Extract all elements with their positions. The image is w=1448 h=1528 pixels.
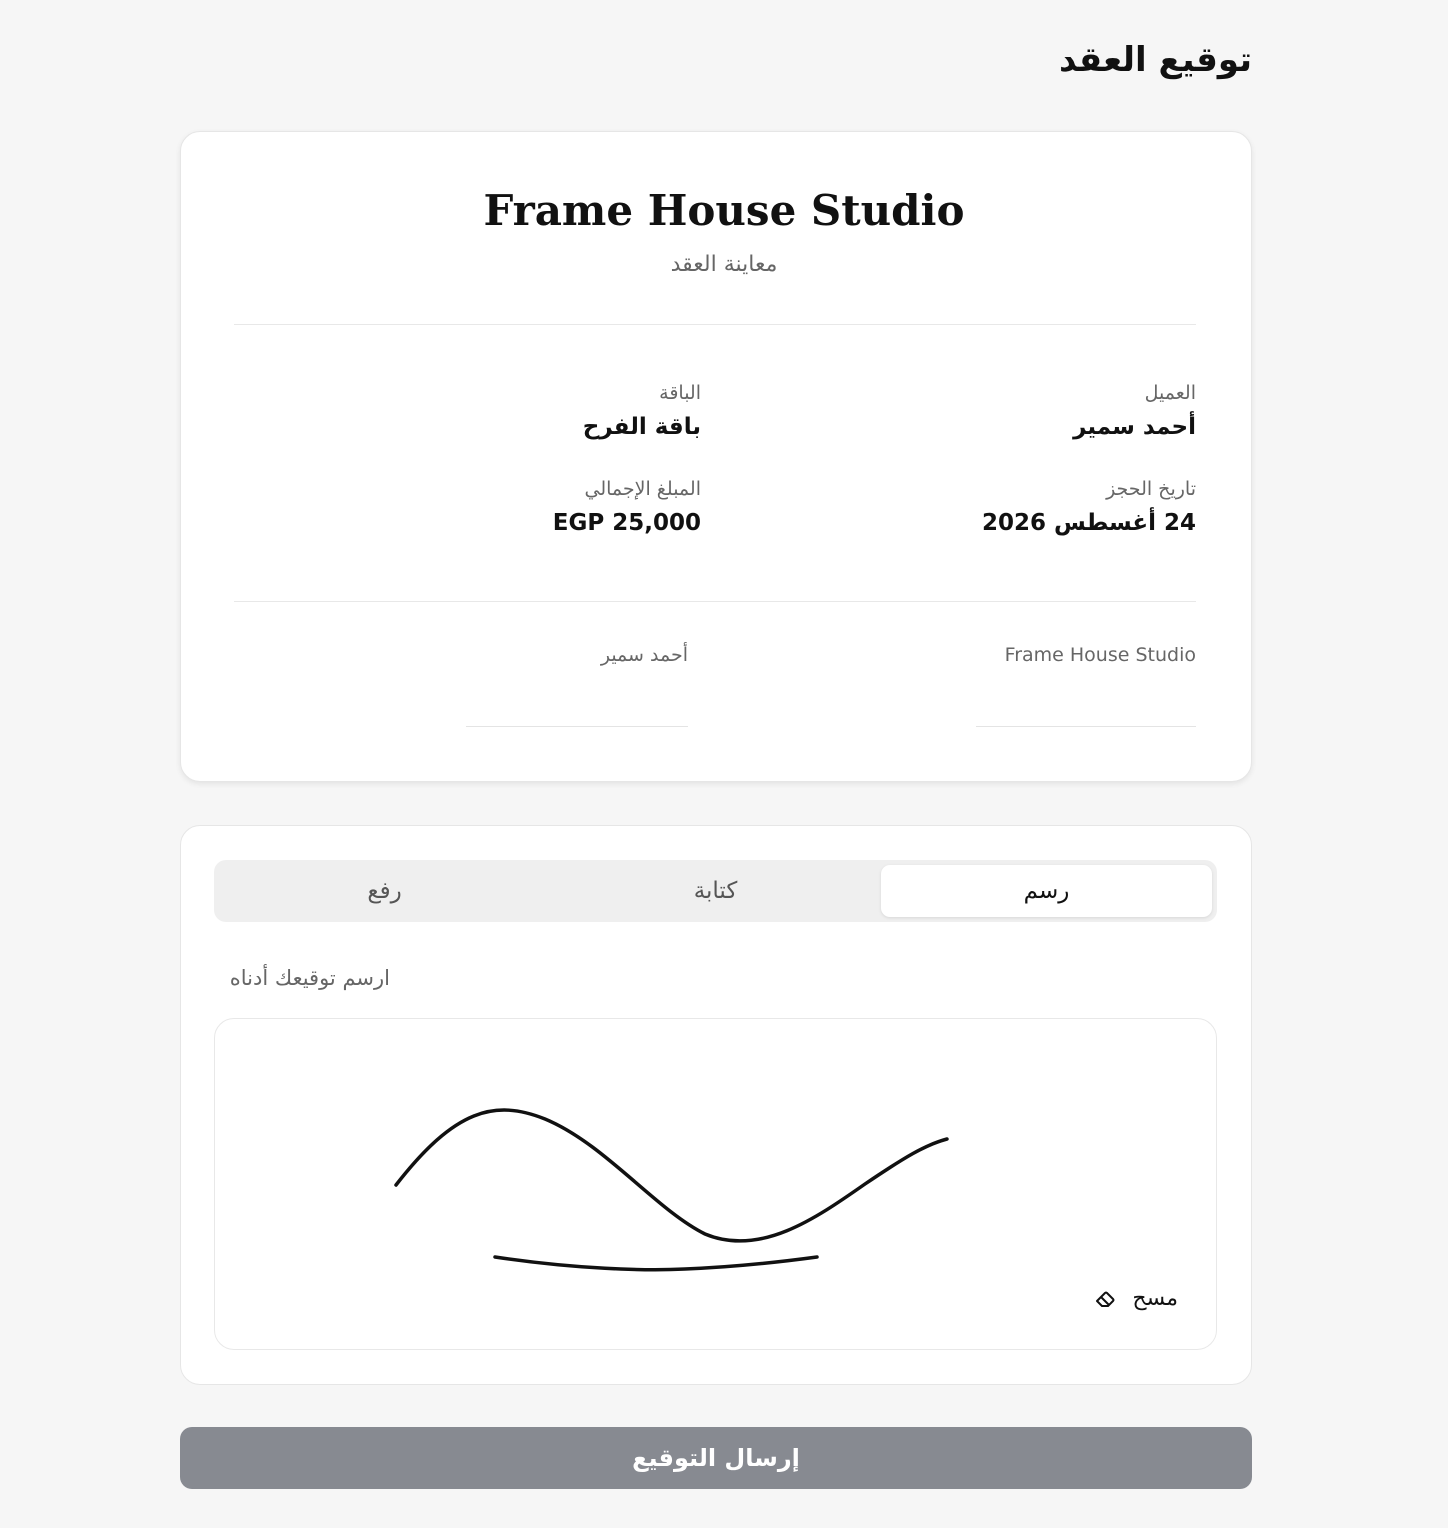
clear-signature-button[interactable] bbox=[1094, 1286, 1178, 1311]
client-value: أحمد سمير bbox=[1073, 414, 1196, 440]
package-value: باقة الفرح bbox=[582, 414, 701, 440]
amount-info bbox=[553, 478, 701, 536]
client-label: العميل bbox=[1144, 382, 1196, 404]
date-value: 24 أغسطس 2026 bbox=[982, 510, 1196, 536]
amount-value: EGP 25,000 bbox=[552, 510, 701, 536]
date-label: تاريخ الحجز bbox=[1106, 478, 1196, 500]
amount-label: المبلغ الإجمالي bbox=[584, 478, 701, 500]
preview-divider-top bbox=[234, 324, 1196, 325]
clear-label: مسح bbox=[1132, 1286, 1178, 1311]
client-signature-party: أحمد سمير bbox=[600, 644, 688, 666]
client-info bbox=[1073, 382, 1196, 440]
signature-mode-tabs bbox=[214, 860, 1217, 922]
tab-type[interactable]: كتابة bbox=[693, 878, 738, 904]
tab-upload[interactable]: رفع bbox=[367, 878, 402, 904]
client-signature-line bbox=[466, 726, 688, 727]
studio-name: Frame House Studio bbox=[483, 186, 965, 235]
date-info bbox=[982, 478, 1196, 536]
preview-subtitle: معاينة العقد bbox=[670, 252, 778, 277]
draw-hint: ارسم توقيعك أدناه bbox=[229, 966, 390, 990]
preview-divider-bottom bbox=[234, 601, 1196, 602]
eraser-icon bbox=[1094, 1287, 1118, 1311]
studio-signature-party: Frame House Studio bbox=[1004, 644, 1196, 666]
signature-stroke-underline bbox=[495, 1257, 817, 1270]
studio-signature-line bbox=[976, 726, 1196, 727]
package-info bbox=[583, 382, 701, 440]
package-label: الباقة bbox=[659, 382, 701, 404]
signature-drawing bbox=[215, 1019, 1217, 1350]
page-title: توقيع العقد bbox=[1058, 40, 1252, 80]
signature-stroke-main bbox=[396, 1110, 947, 1241]
signature-canvas[interactable] bbox=[214, 1018, 1217, 1350]
tab-draw[interactable]: رسم bbox=[881, 865, 1212, 917]
submit-signature-button[interactable]: إرسال التوقيع bbox=[180, 1427, 1252, 1489]
